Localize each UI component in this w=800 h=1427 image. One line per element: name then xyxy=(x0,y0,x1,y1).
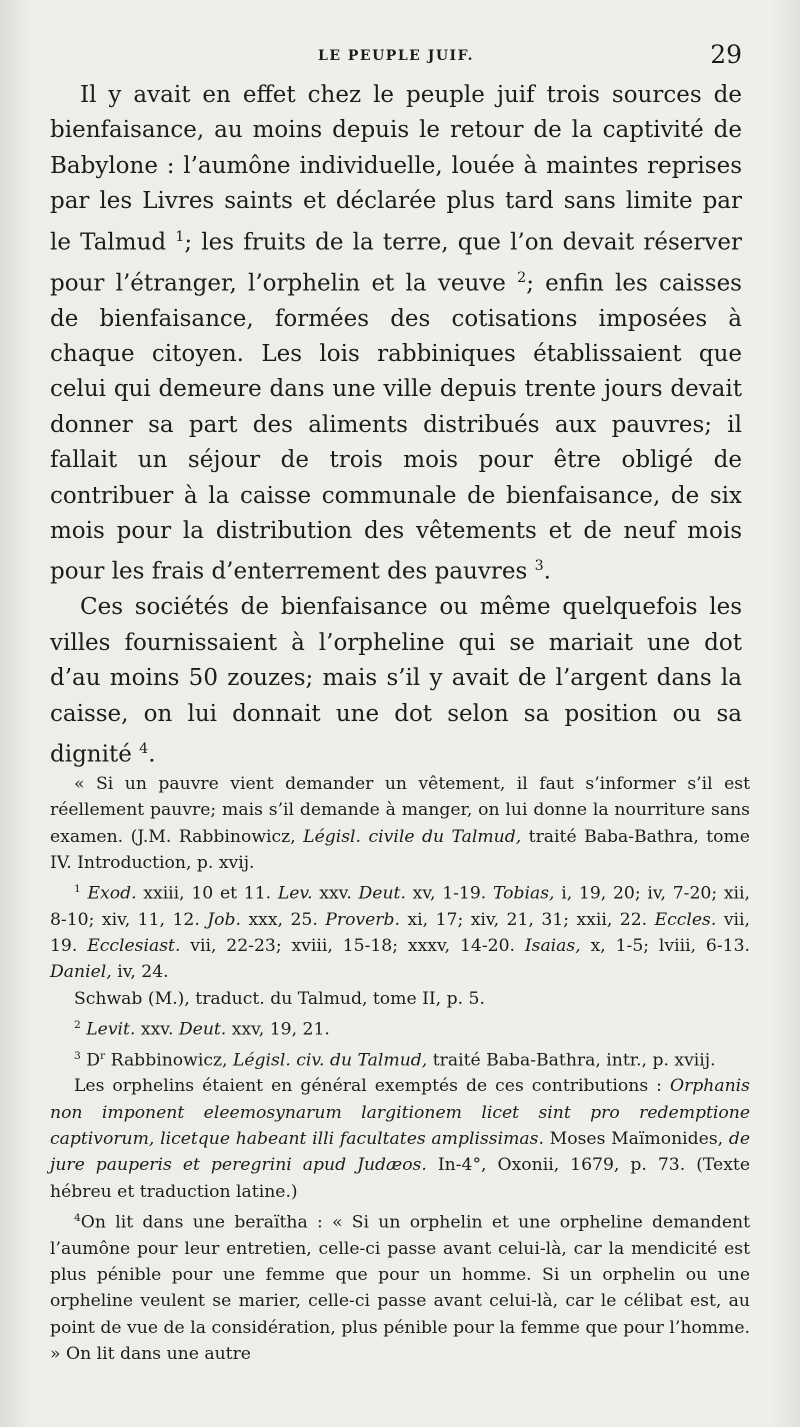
footnote-mark: 4 xyxy=(74,1210,81,1224)
running-title: LE PEUPLE JUIF. xyxy=(318,48,474,64)
note-quote: « Si un pauvre vient demander un vêtement, il faut s’informer s’il est réellement pauvre; mais s’il demande à manger, on lui donne la nourriture sans examen. (J.M. Rabbinowicz, Législ. civile du Talmud, traité Baba-Bathra, tome IV. Introduction, p. xvij. xyxy=(50,774,750,873)
footnote-ref-3: 3 xyxy=(534,558,544,575)
footnote-4: $^4$On lit dans une beraïtha : « Si un orphelin et une orpheline demandent l’aumône pour leur entretien, celle-ci passe avant celui-là, car la mendicité est plus pénible pour une femme que pour un homme. Si un orphelin ou une orpheline veulent se marier, celle-ci passe avant celui-là, car le célibat est, au point de vue de la considération, plus pénible pour la femme que pour l’homme. » On lit dans une autre xyxy=(50,1210,750,1364)
paragraph-sources-of-charity: Il y avait en effet chez le peuple juif trois sources de bienfaisance, au moins depuis le retour de la captivité de Babylone : l’aumône individuelle, louée à maintes reprises par les Livres saints et déclarée plus tard sans limite par le Talmud $^1$; les fruits de la terre, que l’on devait réserver pour l’étranger, l’orphelin et la veuve $^2$; enfin les caisses de bienfaisance, formées des cotisations imposées à chaque citoyen. Les lois rabbiniques établissaient que celui qui demeure dans une ville depuis trente jours devait donner sa part des aliments distribués aux pauvres; il fallait un séjour de trois mois pour être obligé de contribuer à la caisse communale de bienfaisance, de six mois pour la distribution des vêtements et de neuf mois pour les frais d’enterrement des pauvres $^3$. xyxy=(50,82,742,585)
footnote-3: $^3$ D$^r$ Rabbinowicz, Législ. civ. du Talmud, traité Baba-Bathra, intr., p. xviij. xyxy=(74,1048,716,1071)
footnote-ref-1: 1 xyxy=(175,228,185,245)
footnote-mark: 2 xyxy=(74,1018,81,1032)
running-head xyxy=(50,40,742,76)
footnote-2: $^2$ Levit. xxv. Deut. xxv, 19, 21. xyxy=(74,1018,330,1040)
footnote-mark: 3 xyxy=(74,1048,81,1062)
page-number: 29 xyxy=(710,40,742,69)
footnote-ref-2: 2 xyxy=(517,269,527,286)
note-schwab: Schwab (M.), traduct. du Talmud, tome II, p. 5. xyxy=(74,988,485,1009)
footnote-1: $^1$ Exod. xxiii, 10 et 11. Lev. xxv. Deut. xv, 1-19. Tobias, i, 19, 20; iv, 7-20; xii, 8-10; xiv, 11, 12. Job. xxx, 25. Proverb. xi, 17; xiv, 21, 31; xxii, 22. Eccles. vii, 19. Ecclesiast. vii, 22-23; xviii, 15-18; xxxv, 14-20. Isaias, x, 1-5; lviii, 6-13. Daniel, iv, 24. xyxy=(50,882,750,983)
main-text xyxy=(50,78,742,773)
footnotes xyxy=(50,771,750,1367)
footnote-ref-4: 4 xyxy=(139,740,149,757)
paragraph-orphan-dowry: Ces sociétés de bienfaisance ou même quelquefois les villes fournissaient à l’orpheline qui se mariait une dot d’au moins 50 zouzes; mais s’il y avait de l’argent dans la caisse, on lui donnait une dot selon sa position ou sa dignité $^4$. xyxy=(50,594,742,768)
note-orphans-exempt: Les orphelins étaient en général exemptés de ces contributions : Orphanis non imponent eleemosynarum largitionem licet sint pro redemptione captivorum, licetque habeant illi facultates amplissimas. Moses Maïmonides, de jure pauperis et peregrini apud Judæos. In-4°, Oxonii, 1679, p. 73. (Texte hébreu et traduction latine.) xyxy=(50,1076,750,1202)
footnote-mark: 1 xyxy=(74,882,81,896)
